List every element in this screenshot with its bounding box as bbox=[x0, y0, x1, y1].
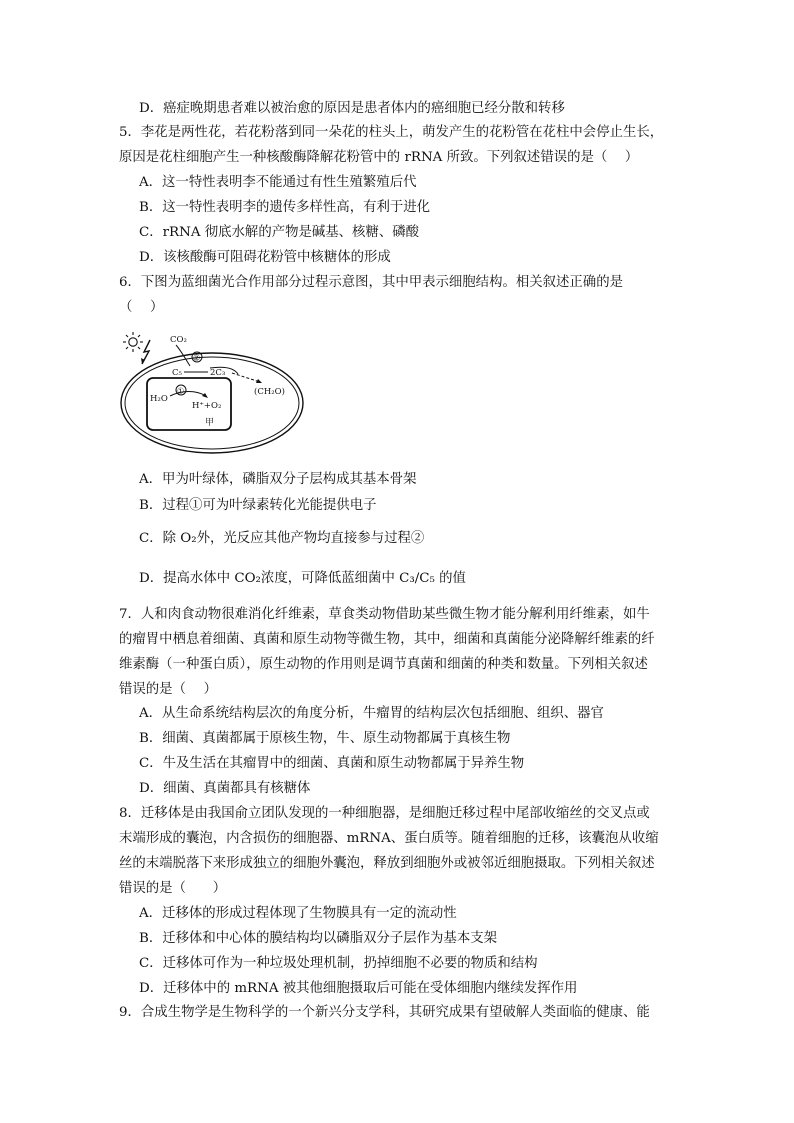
step-1-label: ① bbox=[177, 386, 185, 396]
q8-stem-line-3: 丝的末端脱落下来形成独立的细胞外囊泡，释放到细胞外或被邻近细胞摄取。下列相关叙述 bbox=[119, 856, 655, 871]
q7-stem-line-1: 7．人和肉食动物很难消化纤维素，草食类动物借助某些微生物才能分解利用纤维素，如牛 bbox=[119, 607, 650, 622]
q8-stem-line-2: 末端形成的囊泡，内含损伤的细胞器、mRNA、蛋白质等。随着细胞的迁移，该囊泡从收缩 bbox=[119, 831, 659, 846]
q6-stem-line-1: 6．下图为蓝细菌光合作用部分过程示意图，其中甲表示细胞结构。相关叙述正确的是 bbox=[119, 275, 623, 290]
q5-option-c: C．rRNA 彻底水解的产物是碱基、核糖、磷酸 bbox=[139, 225, 420, 240]
q7-option-d: D．细菌、真菌都具有核糖体 bbox=[139, 781, 311, 796]
c3-label: 2C₃ bbox=[210, 368, 226, 378]
q9-stem-line-1: 9．合成生物学是生物科学的一个新兴分支学科，其研究成果有望破解人类面临的健康、能 bbox=[119, 1005, 650, 1020]
q5-stem-line-2: 原因是花柱细胞产生一种核酸酶降解花粉管中的 rRNA 所致。下列叙述错误的是（ ） bbox=[119, 150, 639, 165]
ch2o-label: (CH₂O) bbox=[254, 387, 285, 397]
q8-option-d: D．迁移体中的 mRNA 被其他细胞摄取后可能在受体细胞内继续发挥作用 bbox=[139, 981, 578, 996]
q7-stem-line-2: 的瘤胃中栖息着细菌、真菌和原生动物等微生物，其中，细菌和真菌能分泌降解纤维素的纤 bbox=[119, 632, 655, 647]
q5-option-a: A．这一特性表明李不能通过有性生殖繁殖后代 bbox=[139, 175, 417, 190]
q7-option-a: A．从生命系统结构层次的角度分析，牛瘤胃的结构层次包括细胞、组织、器官 bbox=[139, 706, 604, 721]
products-label: H⁺+O₂ bbox=[192, 401, 222, 411]
q5-stem-line-1: 5．李花是两性花，若花粉落到同一朵花的柱头上，萌发产生的花粉管在花柱中会停止生长， bbox=[119, 125, 664, 140]
q7-stem-line-4: 错误的是（ ） bbox=[119, 682, 217, 697]
q8-option-a: A．迁移体的形成过程体现了生物膜具有一定的流动性 bbox=[139, 906, 457, 921]
q8-option-b: B．迁移体和中心体的膜结构均以磷脂双分子层作为基本支架 bbox=[139, 931, 497, 946]
q6-option-a: A．甲为叶绿体，磷脂双分子层构成其基本骨架 bbox=[139, 472, 417, 487]
q7-stem-line-3: 维素酶（一种蛋白质），原生动物的作用则是调节真菌和细菌的种类和数量。下列相关叙述 bbox=[119, 657, 648, 672]
sun-icon bbox=[123, 332, 143, 352]
q5-option-d: D．该核酸酶可阻碍花粉管中核糖体的形成 bbox=[139, 250, 391, 265]
q8-stem-line-1: 8．迁移体是由我国俞立团队发现的一种细胞器，是细胞迁移过程中尾部收缩丝的交叉点或 bbox=[119, 806, 650, 821]
q4-option-d: D．癌症晚期患者难以被治愈的原因是患者体内的癌细胞已经分散和转移 bbox=[139, 101, 565, 116]
q8-stem-line-4: 错误的是（ ） bbox=[119, 881, 227, 896]
jia-label: 甲 bbox=[205, 418, 215, 428]
q5-option-b: B．这一特性表明李的遗传多样性高，有利于进化 bbox=[139, 200, 431, 215]
q6-option-b: B．过程①可为叶绿素转化光能提供电子 bbox=[139, 498, 377, 513]
q6-stem-line-2: （ ） bbox=[119, 300, 164, 315]
c5-label: C₅ bbox=[172, 368, 182, 378]
h2o-label: H₂O bbox=[150, 394, 168, 404]
co2-label: CO₂ bbox=[170, 335, 187, 345]
q6-option-d: D．提高水体中 CO₂浓度，可降低蓝细菌中 C₃/C₅ 的值 bbox=[139, 571, 466, 586]
step-2-label: ② bbox=[193, 353, 201, 363]
q6-option-c: C．除 O₂外，光反应其他产物均直接参与过程② bbox=[139, 531, 425, 546]
q7-option-b: B．细菌、真菌都属于原核生物，牛、原生动物都属于真核生物 bbox=[139, 731, 511, 746]
photosynthesis-diagram bbox=[114, 330, 310, 460]
q7-option-c: C．牛及生活在其瘤胃中的细菌、真菌和原生动物都属于异养生物 bbox=[139, 756, 525, 771]
q8-option-c: C．迁移体可作为一种垃圾处理机制，扔掉细胞不必要的物质和结构 bbox=[139, 956, 538, 971]
